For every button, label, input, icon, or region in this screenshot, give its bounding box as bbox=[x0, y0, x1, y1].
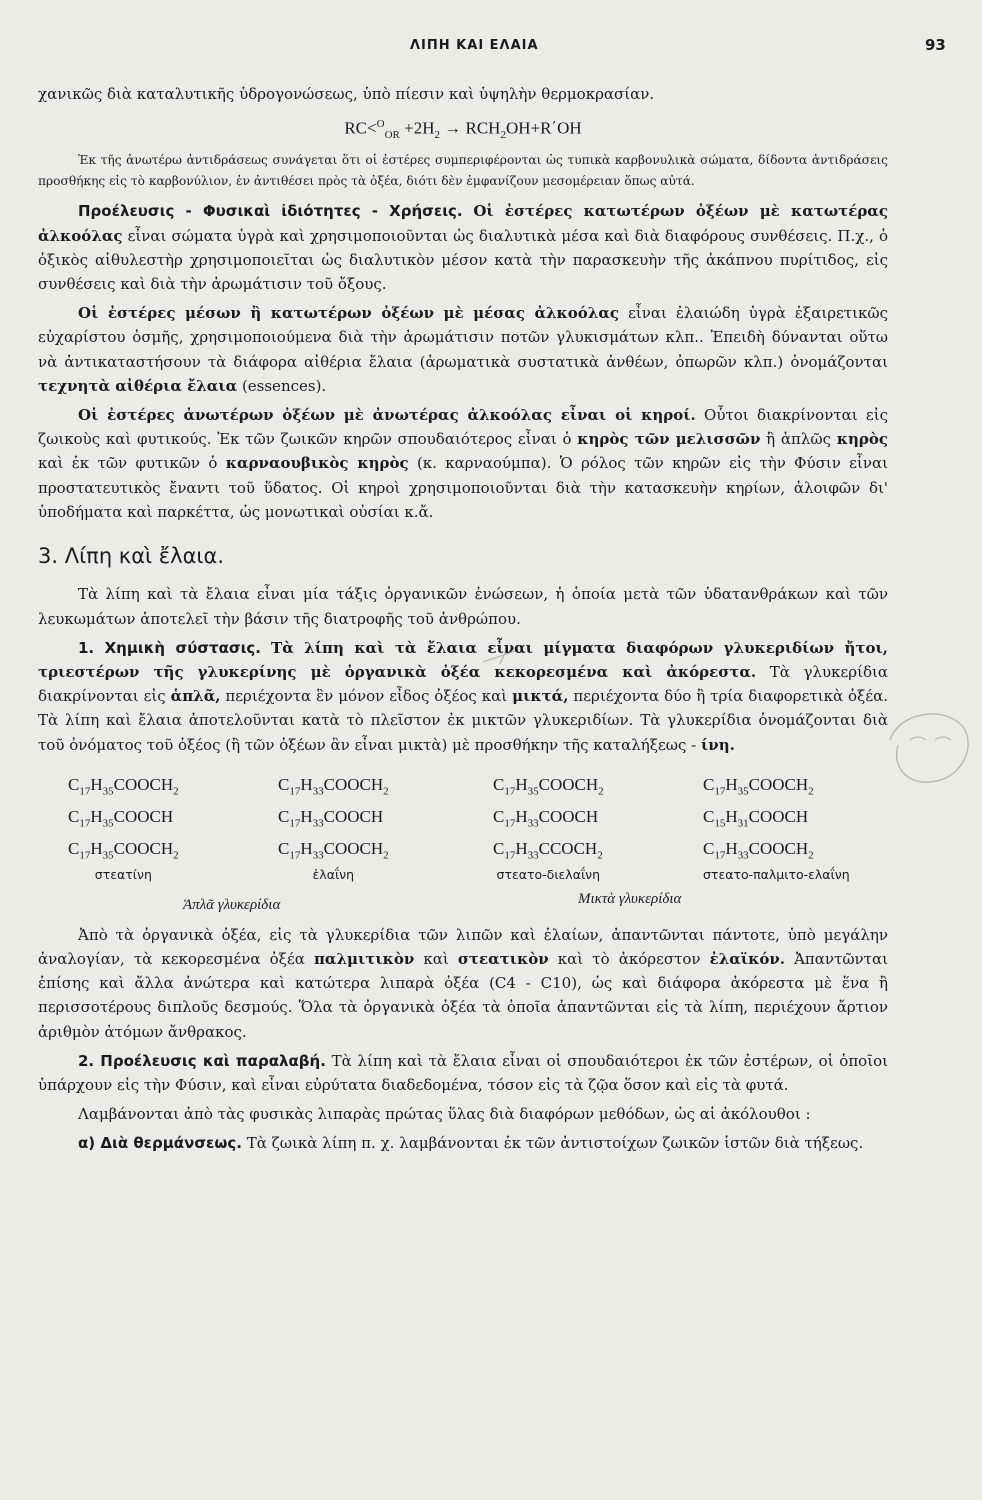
formula-stearodiolein bbox=[493, 769, 604, 885]
section-title: 3. Λίπη καὶ ἔλαια. bbox=[38, 544, 225, 569]
formula-olein bbox=[278, 769, 389, 885]
formula-label: στεατο-διελαΐνη bbox=[496, 866, 601, 882]
formula-line: $C_{17}H_{35}COOCH_2$ bbox=[493, 774, 604, 798]
subheading-heating: α) Διὰ θερμάνσεως. bbox=[78, 1134, 242, 1153]
glyceride-formulas bbox=[38, 769, 888, 919]
group-label-mixed: Μικτὰ γλυκερίδια bbox=[578, 890, 682, 907]
ester-hydrogenation-equation: $RC<^O_{OR} +2H_2 \to RCH_2OH+R΄OH$ bbox=[344, 118, 582, 142]
paragraph-fats-intro: Τὰ λίπη καὶ τὰ ἔλαια εἶναι μία τάξις ὀργανικῶν ἑνώσεων, ἡ ὁποία μετὰ τῶν ὑδατανθράκων καὶ τῶν λευκωμάτων ἀποτελεῖ τὴν βάσιν τῆς διατροφῆς τοῦ ἀνθρώπου. bbox=[38, 585, 888, 628]
formula-label: στεατίνη bbox=[94, 866, 152, 882]
formula-line: $C_{17}H_{33}COOCH$ bbox=[278, 806, 384, 830]
formula-label: στεατο-παλμιτο-ελαΐνη bbox=[703, 866, 850, 882]
formula-line: $C_{17}H_{35}COOCH_2$ bbox=[703, 774, 814, 798]
page-content bbox=[38, 82, 888, 1156]
paragraph-heating: α) Διὰ θερμάνσεως. Τὰ ζωικὰ λίπη π. χ. λαμβάνονται ἐκ τῶν ἀντιστοίχων ζωικῶν ἱστῶν διὰ τήξεως. bbox=[78, 1134, 864, 1153]
paragraph-chemical-composition: 1. Χημικὴ σύστασις. Τὰ λίπη καὶ τὰ ἔλαια εἶναι μίγματα διαφόρων γλυκεριδίων ἤτοι, τριεστέρων τῆς γλυκερίνης μὲ ὀργανικὰ ὀξέα κεκορεσμένα καὶ ἀκόρεστα. Τὰ γλυκερίδια διακρίνονται εἰς ἁπλᾶ, περιέχοντα ἓν μόνον εἶδος ὀξέος καὶ μικτά, περιέχοντα δύο ἢ τρία διαφορετικὰ ὀξέα. Τὰ λίπη καὶ ἔλαια ἀποτελοῦνται κατὰ τὸ πλεῖστον ἐκ μικτῶν γλυκεριδίων. Τὰ γλυκερίδια ὀνομάζονται διὰ τοῦ ὀνόματος τοῦ ὀξέος (ἢ τῶν ὀξέων ἂν εἶναι μικτὰ) μὲ προσθήκην τῆς καταλήξεως - ίνη. bbox=[38, 638, 888, 754]
group-label-simple: Ἁπλᾶ γλυκερίδια bbox=[183, 896, 281, 913]
page-header bbox=[0, 38, 982, 62]
paragraph-waxes: Οἱ ἐστέρες ἀνωτέρων ὀξέων μὲ ἀνωτέρας ἀλκοόλας εἶναι οἱ κηροί. Οὗτοι διακρίνονται εἰς ζωικοὺς καὶ φυτικούς. Ἐκ τῶν ζωικῶν κηρῶν σπουδαιότερος εἶναι ὁ κηρὸς τῶν μελισσῶν ἢ ἁπλῶς κηρὸς καὶ ἐκ τῶν φυτικῶν ὁ καρναουβικὸς κηρὸς (κ. καρναούμπα). Ὁ ρόλος τῶν κηρῶν εἰς τὴν Φύσιν εἶναι προστατευτικὸς ἔναντι τοῦ ὕδατος. Οἱ κηροὶ χρησιμοποιοῦνται διὰ τὴν κατασκευὴν κηρίων, ἀλοιφῶν δι' ὑποδήματα καὶ παρκέττα, ὡς μονωτικαὶ οὐσίαι κ.ἄ. bbox=[38, 406, 888, 521]
subheading-chemical-composition: 1. Χημικὴ σύστασις. bbox=[78, 638, 262, 657]
intro-line: χανικῶς διὰ καταλυτικῆς ὑδρογονώσεως, ὑπὸ πίεσιν καὶ ὑψηλὴν θερμοκρασίαν. bbox=[38, 85, 655, 103]
formula-line: $C_{17}H_{33}COOCH_2$ bbox=[278, 774, 389, 798]
paragraph-origin-extraction: 2. Προέλευσις καὶ παραλαβή. Τὰ λίπη καὶ τὰ ἔλαια εἶναι οἱ σπουδαιότεροι ἐκ τῶν ἐστέρων, οἱ ὁποῖοι ὑπάρχουν εἰς τὴν Φύσιν, καὶ εἶναι εὐρύτατα διαδεδομένα, τόσον εἰς τὰ ζῷα ὅσον καὶ εἰς τὰ φυτά. bbox=[38, 1051, 888, 1094]
subheading-origin-properties: Προέλευσις - Φυσικαὶ ἰδιότητες - Χρήσεις. bbox=[78, 202, 463, 221]
subheading-origin-extraction: 2. Προέλευσις καὶ παραλαβή. bbox=[78, 1051, 326, 1070]
formula-line: $C_{17}H_{35}COOCH_2$ bbox=[68, 774, 179, 798]
formula-label: ἐλαΐνη bbox=[312, 866, 355, 882]
pencil-scribble-icon bbox=[880, 700, 980, 790]
formula-line: $C_{15}H_{31}COOCH$ bbox=[703, 806, 809, 830]
formula-stearin bbox=[68, 769, 179, 885]
formula-stearopalmitoolein bbox=[703, 769, 850, 885]
paragraph-essences: Οἱ ἐστέρες μέσων ἢ κατωτέρων ὀξέων μὲ μέσας ἀλκοόλας εἶναι ἐλαιώδη ὑγρὰ ἐξαιρετικῶς εὐχαρίστου ὀσμῆς, χρησιμοποιούμενα διὰ τὴν ἀρωμάτισιν ποτῶν γλυκισμάτων κλπ.. Ἐπειδὴ δύνανται οὕτω νὰ ἀντικαταστήσουν τὰ διάφορα αἰθέρια ἔλαια (ἀρωματικὰ συστατικὰ ἀνθέων, ὀπωρῶν κλπ.) ὀνομάζονται τεχνητὰ αἰθέρια ἔλαια (essences). bbox=[38, 304, 888, 395]
paragraph-origin-properties: Προέλευσις - Φυσικαὶ ἰδιότητες - Χρήσεις. Οἱ ἐστέρες κατωτέρων ὀξέων μὲ κατωτέρας ἀλκοόλας εἶναι σώματα ὑγρὰ καὶ χρησιμοποιοῦνται ὡς διαλυτικὰ μέσα καὶ διὰ διαφόρους συνθέσεις. Π.χ., ὁ ὀξικὸς αἰθυλεστὴρ χρησιμοποιεῖται ὡς διαλυτικὸν μέσον κατὰ τὴν παρασκευὴν τῆς ἀκάπνου πυρίτιδος, εἰς συνθέσεις καὶ διὰ τὴν ἀρωμάτισιν τοῦ ὄξους. bbox=[38, 202, 888, 294]
formula-line: $C_{17}H_{35}COOCH$ bbox=[68, 806, 174, 830]
formula-line: $C_{17}H_{33}COOCH$ bbox=[493, 806, 599, 830]
formula-line: $C_{17}H_{33}COOCH_2$ bbox=[703, 838, 814, 862]
page-number: 93 bbox=[925, 36, 946, 54]
formula-line: $C_{17}H_{33}COOCH_2$ bbox=[278, 838, 389, 862]
running-title: ΛΙΠΗ ΚΑΙ ΕΛΑΙΑ bbox=[410, 38, 539, 53]
small-print-paragraph: Ἐκ τῆς ἀνωτέρω ἀντιδράσεως συνάγεται ὅτι οἱ ἐστέρες συμπεριφέρονται ὡς τυπικὰ καρβονυλικὰ σώματα, δίδοντα ἀντιδράσεις προσθήκης εἰς τὸ καρβονύλιον, ἐν ἀντιθέσει πρὸς τὰ ὀξέα, διότι δὲν ἐμφανίζουν μεσομέρειαν ὅπως αὐτά. bbox=[38, 153, 888, 188]
formula-line: $C_{17}H_{33}CCOCH_2$ bbox=[493, 838, 603, 862]
paragraph-fatty-acids: Ἀπὸ τὰ ὀργανικὰ ὀξέα, εἰς τὰ γλυκερίδια τῶν λιπῶν καὶ ἐλαίων, ἀπαντῶνται πάντοτε, ὑπὸ μεγάλην ἀναλογίαν, τὰ κεκορεσμένα ὀξέα παλμιτικὸν καὶ στεατικὸν καὶ τὸ ἀκόρεστον ἐλαϊκόν. Ἀπαντῶνται ἐπίσης καὶ ἄλλα ἀνώτερα καὶ κατώτερα λιπαρὰ ὀξέα (C4 - C10), ὡς καὶ διάφορα ἀκόρεστα μὲ ἕνα ἢ περισσοτέρους διπλοῦς δεσμούς. Ὅλα τὰ ὀργανικὰ ὀξέα τὰ ὁποῖα ἀπαντῶνται εἰς τὰ λίπη, περιέχουν ἄρτιον ἀριθμὸν ἀτόμων ἄνθρακος. bbox=[38, 925, 888, 1041]
paragraph-methods: Λαμβάνονται ἀπὸ τὰς φυσικὰς λιπαρὰς πρώτας ὕλας διὰ διαφόρων μεθόδων, ὡς αἱ ἀκόλουθοι : bbox=[78, 1105, 811, 1124]
formula-line: $C_{17}H_{35}COOCH_2$ bbox=[68, 838, 179, 862]
